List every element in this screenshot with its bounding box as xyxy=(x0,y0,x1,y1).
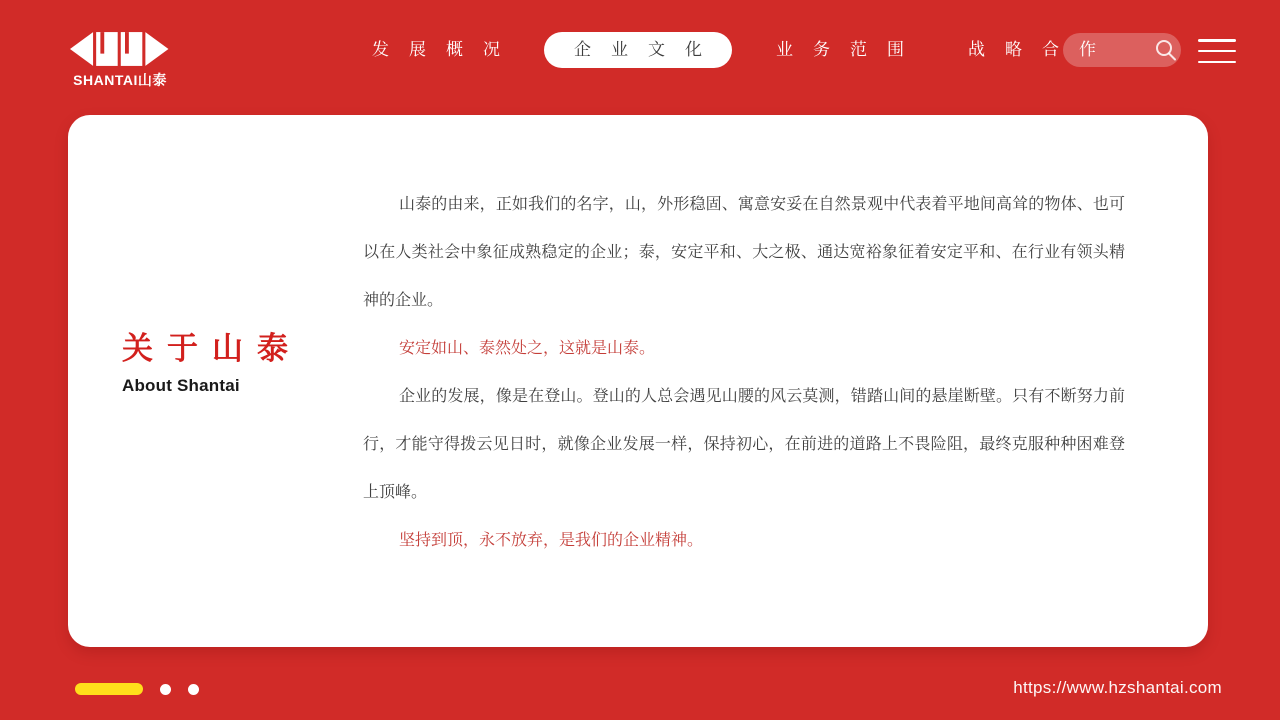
nav-item-business-scope[interactable]: 业务范围 xyxy=(776,40,924,59)
logo-icon xyxy=(70,30,170,68)
hamburger-line xyxy=(1198,61,1236,64)
nav-item-development-overview[interactable]: 发展概况 xyxy=(372,40,520,59)
footer xyxy=(0,658,1280,720)
pagination-dot[interactable] xyxy=(188,684,199,695)
main-nav xyxy=(352,32,1116,68)
nav-item-strategic-cooperation[interactable]: 战略合作 xyxy=(968,40,1116,59)
site-url: https://www.hzshantai.com xyxy=(1013,678,1222,697)
content-card xyxy=(68,115,1208,647)
search-box[interactable] xyxy=(1063,33,1181,67)
logo[interactable] xyxy=(68,30,172,90)
pagination-dot-active[interactable] xyxy=(75,683,143,695)
search-input[interactable] xyxy=(1063,33,1151,67)
hamburger-menu-icon[interactable] xyxy=(1198,39,1236,63)
article-text xyxy=(363,181,1125,565)
search-icon[interactable] xyxy=(1151,38,1181,62)
pagination-dot[interactable] xyxy=(160,684,171,695)
paragraph-origin: 山泰的由来，正如我们的名字，山，外形稳固、寓意安妥在自然景观中代表着平地间高耸的物体、也可以在人类社会中象征成熟稳定的企业；泰，安定平和、大之极、通达宽裕象征着安定平和、在行业有领头精神的企业。 xyxy=(363,196,1125,309)
paragraph-motto-2: 坚持到顶，永不放弃，是我们的企业精神。 xyxy=(399,532,704,549)
carousel-pagination xyxy=(75,683,199,695)
section-title-en: About Shantai xyxy=(122,376,240,395)
paragraph-climbing: 企业的发展，像是在登山。登山的人总会遇见山腰的风云莫测，错踏山间的悬崖断壁。只有不断努力前行，才能守得拨云见日时，就像企业发展一样，保持初心，在前进的道路上不畏险阻，最终克服种种困难登上顶峰。 xyxy=(363,388,1125,501)
logo-text: SHANTAI山泰 xyxy=(73,72,167,88)
section-title xyxy=(122,333,302,396)
hamburger-line xyxy=(1198,50,1236,53)
paragraph-motto-1: 安定如山、泰然处之，这就是山泰。 xyxy=(399,340,656,357)
section-title-cn: 关于山泰 xyxy=(122,331,302,366)
nav-item-corporate-culture[interactable]: 企业文化 xyxy=(544,32,732,68)
header xyxy=(0,0,1280,100)
hamburger-line xyxy=(1198,39,1236,42)
